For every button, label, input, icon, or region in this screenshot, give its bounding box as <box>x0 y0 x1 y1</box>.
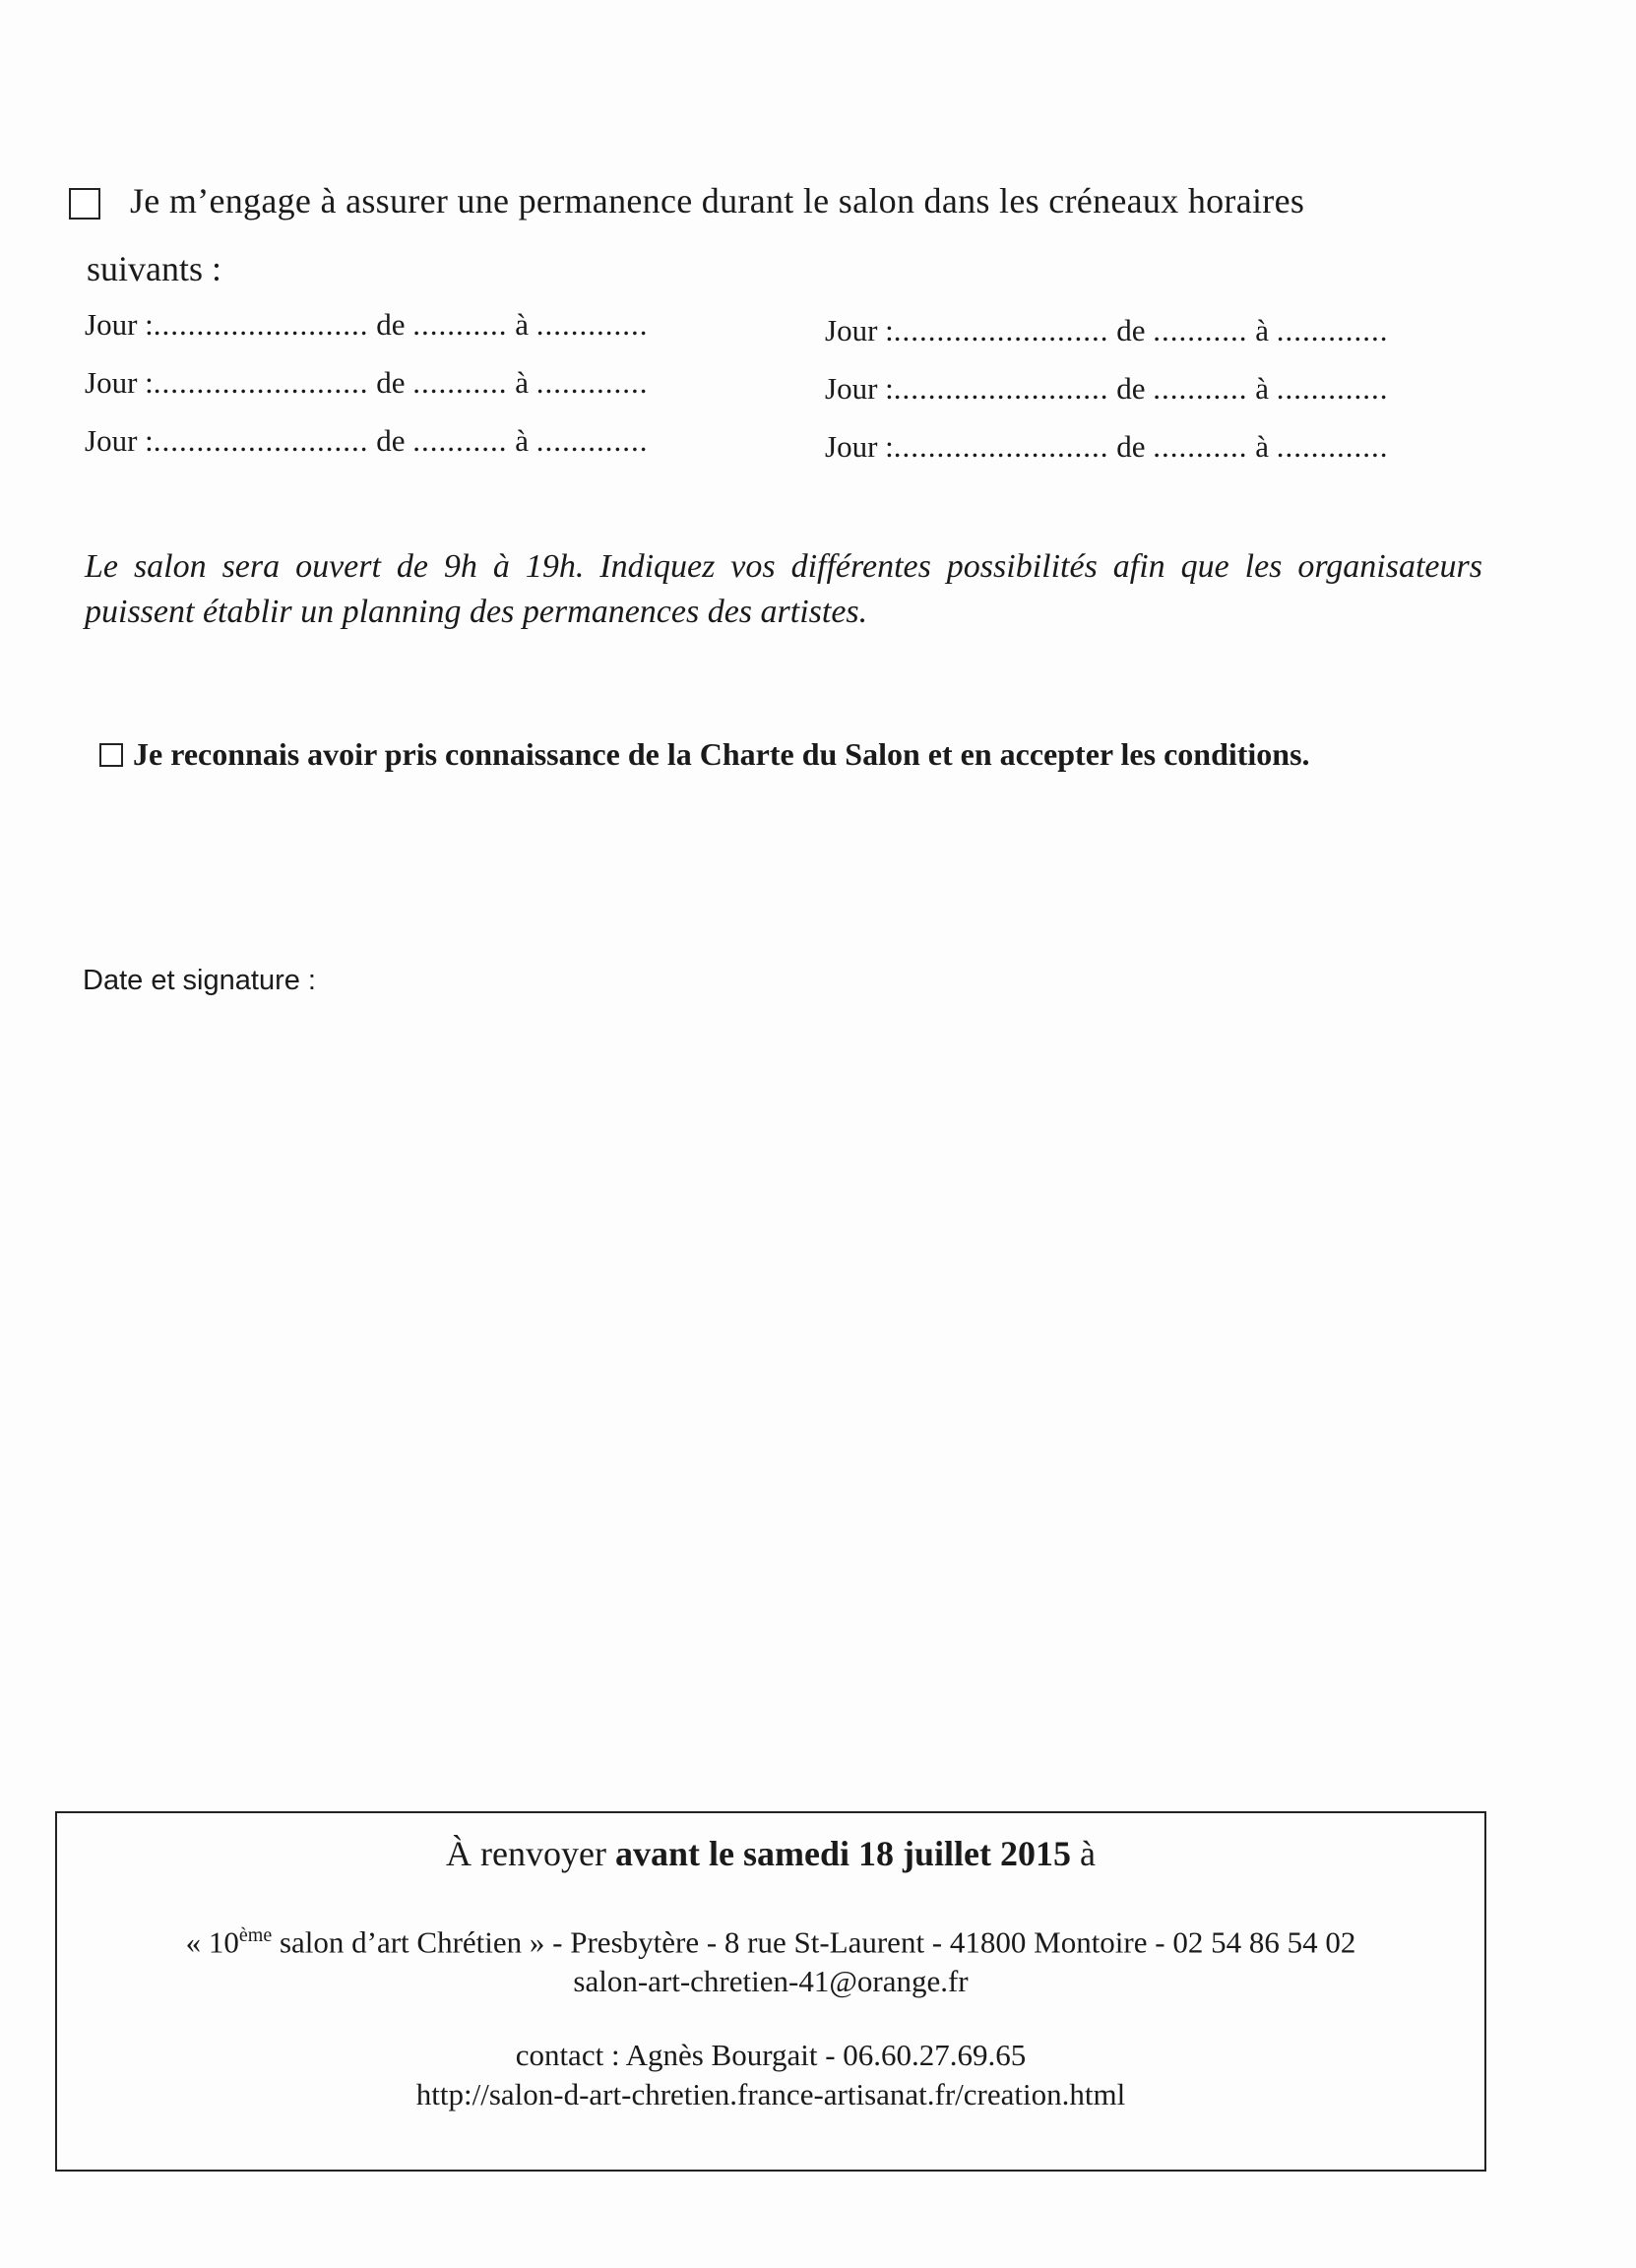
slot-from-field[interactable]: ........... <box>412 307 508 342</box>
address-line <box>57 1916 1484 1962</box>
slot-day-label: Jour : <box>85 423 154 458</box>
commitment-line-2: suivants : <box>87 249 222 288</box>
slot-from-label: de <box>376 423 406 458</box>
slot-day-label: Jour : <box>85 365 154 400</box>
slot-row[interactable] <box>85 365 649 423</box>
return-title-prefix: À renvoyer <box>446 1834 615 1873</box>
slot-to-label: à <box>515 365 530 400</box>
email-link[interactable]: salon-art-chretien-41@orange.fr <box>573 1964 969 1999</box>
slot-from-field[interactable]: ........... <box>1153 371 1248 406</box>
address-rest: salon d’art Chrétien » - Presbytère - 8 rue St-Laurent - 41800 Montoire - 02 54 86 54 02 <box>272 1924 1356 1960</box>
slot-from-label: de <box>376 365 406 400</box>
slot-from-label: de <box>1116 313 1146 347</box>
ordinal-suffix: ème <box>238 1924 273 1946</box>
slot-day-field[interactable]: ......................... <box>893 371 1109 406</box>
charter-checkbox[interactable] <box>99 743 123 767</box>
commitment-line-1: Je m’engage à assurer une permanence durant le salon dans les créneaux horaires <box>130 181 1305 220</box>
slot-row[interactable] <box>825 429 1389 487</box>
slot-to-field[interactable]: ............. <box>535 365 649 400</box>
return-deadline-date: avant le samedi 18 juillet 2015 <box>614 1834 1071 1873</box>
charter-text: Je reconnais avoir pris connaissance de la Charte du Salon et en accepter les conditions. <box>133 736 1310 772</box>
return-deadline <box>57 1833 1484 1874</box>
slot-from-label: de <box>1116 429 1146 464</box>
slot-row[interactable] <box>85 423 649 481</box>
slot-from-field[interactable]: ........... <box>1153 313 1248 347</box>
postal-address <box>57 1916 1484 2001</box>
slot-day-field[interactable]: ......................... <box>893 313 1109 347</box>
slot-to-label: à <box>1255 313 1270 347</box>
slot-to-label: à <box>1255 371 1270 406</box>
date-signature-label: Date et signature : <box>83 965 316 996</box>
slot-to-field[interactable]: ............. <box>1276 371 1389 406</box>
slot-from-label: de <box>376 307 406 342</box>
slot-to-label: à <box>515 423 530 458</box>
slot-row[interactable] <box>825 313 1389 371</box>
slot-day-field[interactable]: ......................... <box>153 307 369 342</box>
slot-day-field[interactable]: ......................... <box>893 429 1109 464</box>
charter-acceptance <box>99 736 1310 773</box>
slot-row[interactable] <box>825 371 1389 429</box>
slot-day-label: Jour : <box>825 371 894 406</box>
slot-to-field[interactable]: ............. <box>535 423 649 458</box>
contact-person: contact : Agnès Bourgait - 06.60.27.69.65 <box>515 2038 1027 2072</box>
return-address-box <box>55 1811 1486 2172</box>
permanence-checkbox[interactable] <box>69 188 100 220</box>
slot-day-label: Jour : <box>825 429 894 464</box>
slot-from-field[interactable]: ........... <box>412 423 508 458</box>
slot-from-label: de <box>1116 371 1146 406</box>
slot-day-label: Jour : <box>85 307 154 342</box>
address-open: « 10 <box>185 1924 239 1960</box>
slots-right-column <box>825 313 1389 487</box>
slot-to-field[interactable]: ............. <box>535 307 649 342</box>
slot-to-field[interactable]: ............. <box>1276 313 1389 347</box>
slot-day-label: Jour : <box>825 313 894 347</box>
slot-to-label: à <box>1255 429 1270 464</box>
slot-row[interactable] <box>85 307 649 365</box>
contact-info <box>57 2036 1484 2114</box>
slot-day-field[interactable]: ......................... <box>153 365 369 400</box>
return-title-suffix: à <box>1070 1834 1096 1873</box>
slot-from-field[interactable]: ........... <box>412 365 508 400</box>
slot-to-label: à <box>515 307 530 342</box>
opening-hours-note: Le salon sera ouvert de 9h à 19h. Indiquez vos différentes possibilités afin que les organisateurs puissent établir un planning des permanences des artistes. <box>85 548 1482 630</box>
slot-to-field[interactable]: ............. <box>1276 429 1389 464</box>
slot-from-field[interactable]: ........... <box>1153 429 1248 464</box>
slots-left-column <box>85 307 649 481</box>
slot-day-field[interactable]: ......................... <box>153 423 369 458</box>
website-link[interactable]: http://salon-d-art-chretien.france-artisanat.fr/creation.html <box>415 2077 1126 2111</box>
